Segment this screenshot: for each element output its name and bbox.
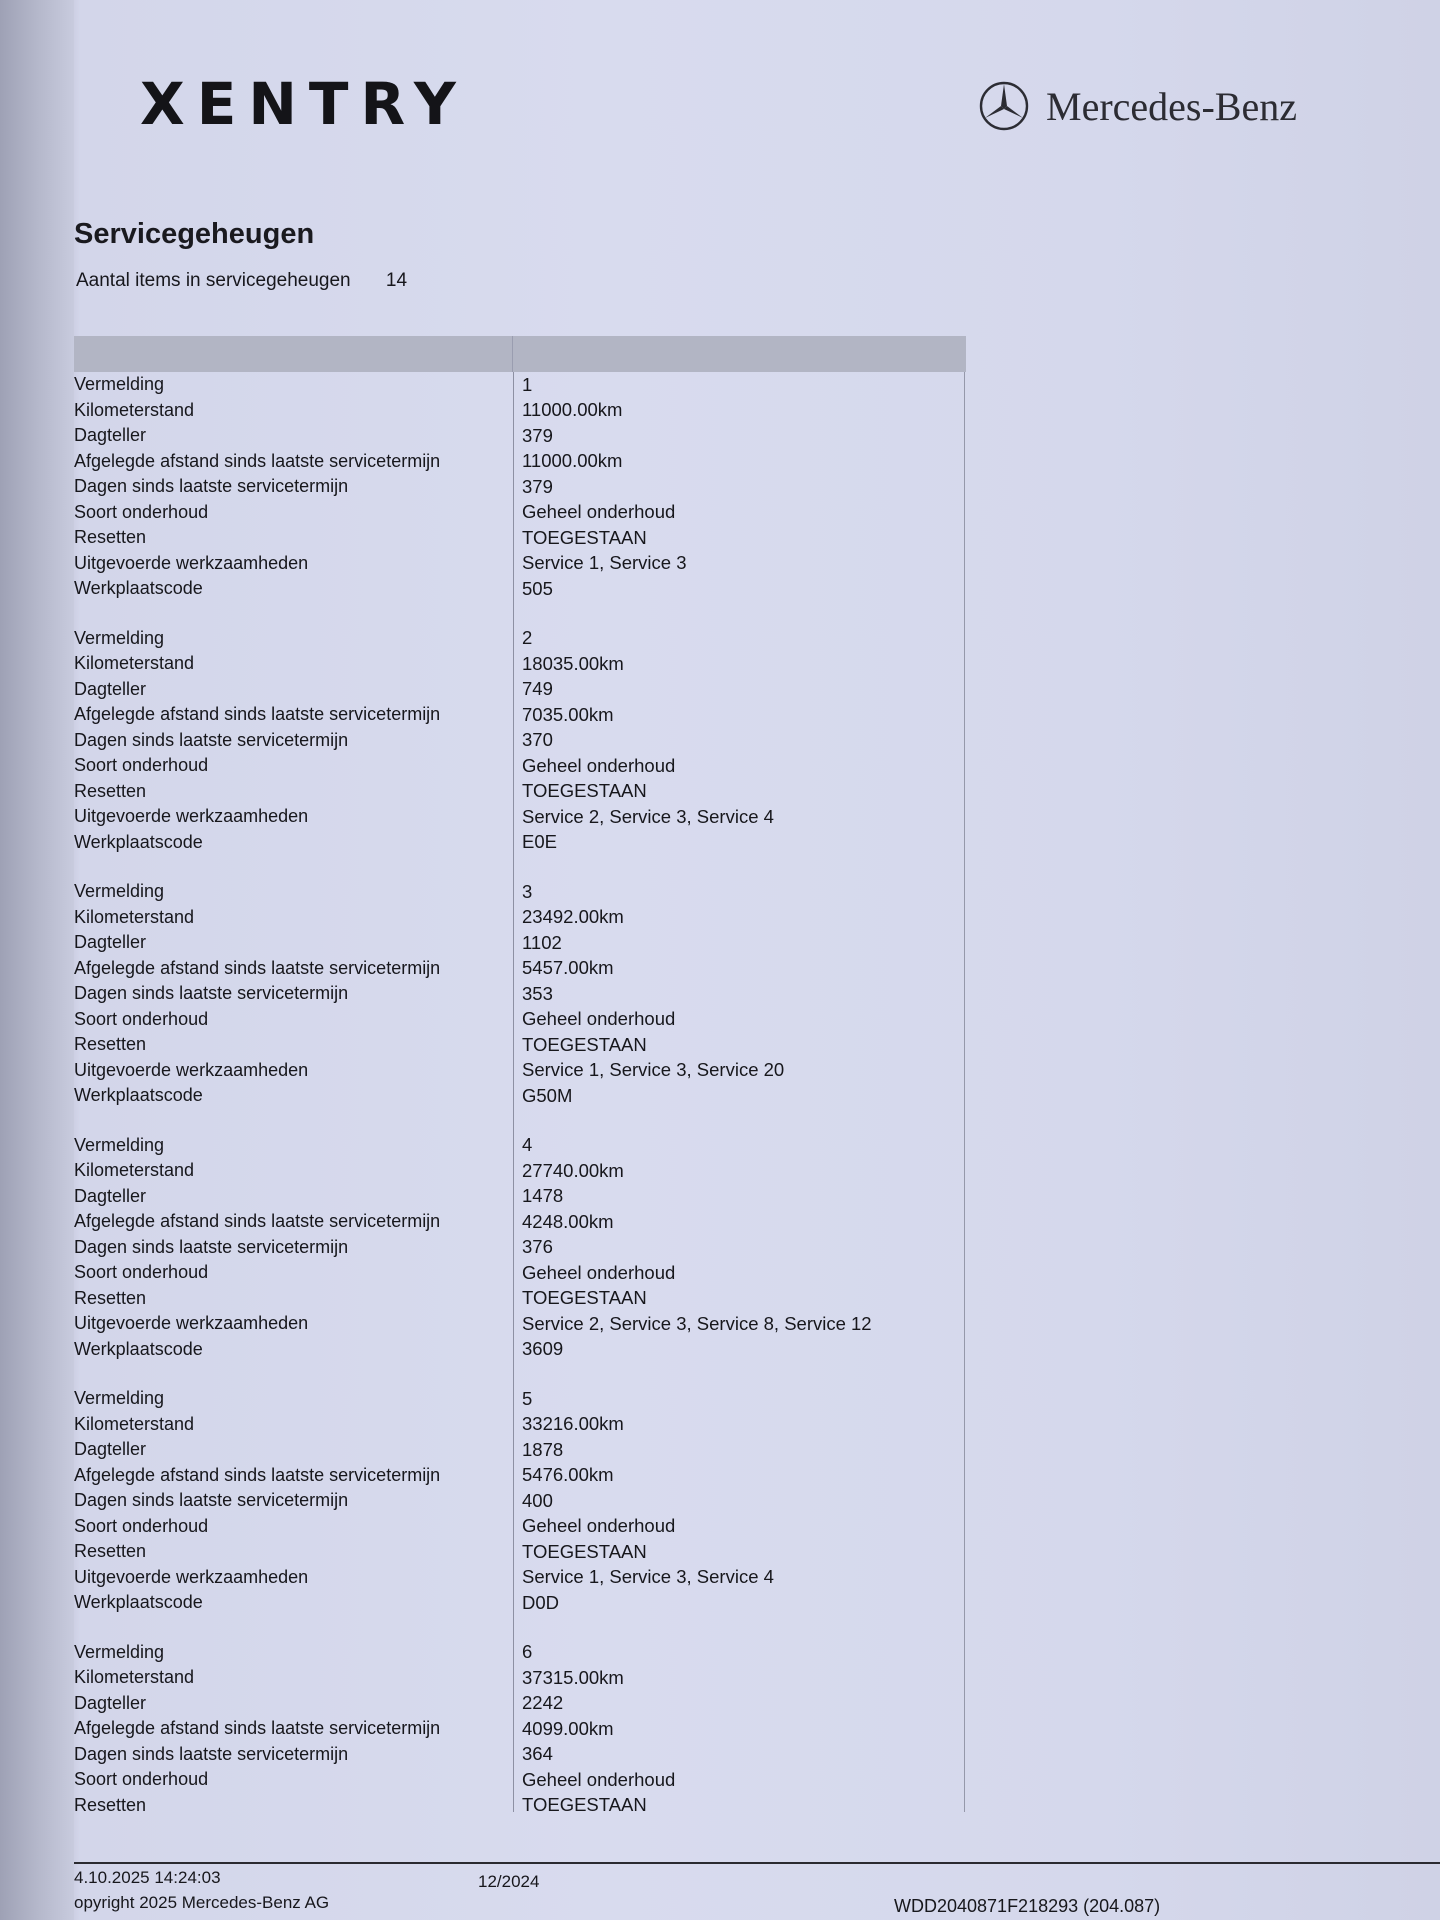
field-label: Uitgevoerde werkzaamheden <box>74 552 309 573</box>
table-row <box>74 879 964 905</box>
mercedes-benz-brand <box>978 80 1297 132</box>
field-label: Afgelegde afstand sinds laatste servicetermijn <box>74 1464 441 1485</box>
service-memory-table <box>74 372 964 1816</box>
field-value: Service 2, Service 3, Service 4 <box>522 805 774 827</box>
field-value: 2 <box>522 627 533 649</box>
table-row <box>74 551 964 577</box>
field-label: Afgelegde afstand sinds laatste servicetermijn <box>74 1718 441 1739</box>
field-value: 364 <box>522 1743 553 1765</box>
field-value: 5 <box>522 1387 533 1409</box>
footer-datetime: 4.10.2025 14:24:03 <box>74 1868 221 1887</box>
field-value: 5457.00km <box>522 957 614 979</box>
field-value: Geheel onderhoud <box>522 1768 676 1790</box>
field-label: Resetten <box>74 780 147 801</box>
field-value: 353 <box>522 982 553 1004</box>
field-value: 1102 <box>522 931 562 953</box>
page-left-shadow <box>0 0 74 1920</box>
service-entry <box>74 1640 964 1819</box>
field-label: Resetten <box>74 1541 147 1562</box>
field-value: E0E <box>522 831 557 853</box>
table-row <box>74 1691 964 1717</box>
table-row <box>74 372 964 398</box>
field-label: Dagteller <box>74 1439 147 1460</box>
field-label: Vermelding <box>74 1134 165 1155</box>
field-value: Geheel onderhoud <box>522 1515 676 1537</box>
field-label: Vermelding <box>74 374 165 395</box>
field-value: 1478 <box>522 1185 564 1207</box>
table-row <box>74 1184 964 1210</box>
table-row <box>74 1793 964 1819</box>
field-label: Dagen sinds laatste servicetermijn <box>74 983 349 1004</box>
field-value: Service 1, Service 3 <box>522 552 687 574</box>
field-label: Soort onderhoud <box>74 501 209 522</box>
field-label: Soort onderhoud <box>74 1008 209 1029</box>
footer-version: 12/2024 <box>478 1872 540 1891</box>
table-row <box>74 728 964 754</box>
table-row <box>74 1311 964 1337</box>
field-label: Dagteller <box>74 425 147 446</box>
table-row <box>74 1539 964 1565</box>
field-label: Werkplaatscode <box>74 1592 203 1613</box>
table-row <box>74 449 964 475</box>
item-count-line <box>76 270 407 292</box>
field-value: Geheel onderhoud <box>522 1261 676 1283</box>
table-header-divider <box>512 336 513 372</box>
field-label: Vermelding <box>74 1388 165 1409</box>
service-entry <box>74 1386 964 1616</box>
table-row <box>74 779 964 805</box>
field-label: Kilometerstand <box>74 653 195 674</box>
table-row <box>74 1286 964 1312</box>
table-row <box>74 1209 964 1235</box>
field-value: 27740.00km <box>522 1159 624 1181</box>
footer-copyright: opyright 2025 Mercedes-Benz AG <box>74 1893 330 1912</box>
table-row <box>74 1742 964 1768</box>
field-label: Resetten <box>74 1034 147 1055</box>
field-value: 4 <box>522 1134 533 1156</box>
field-value: TOEGESTAAN <box>522 1794 647 1816</box>
table-row <box>74 1158 964 1184</box>
table-row <box>74 753 964 779</box>
table-row <box>74 804 964 830</box>
field-value: 33216.00km <box>522 1413 624 1435</box>
field-label: Uitgevoerde werkzaamheden <box>74 1566 309 1587</box>
table-row <box>74 1565 964 1591</box>
field-label: Vermelding <box>74 881 165 902</box>
table-row <box>74 1463 964 1489</box>
field-value: 3 <box>522 880 533 902</box>
field-value: 1878 <box>522 1438 564 1460</box>
table-right-border <box>964 372 965 1812</box>
table-row <box>74 1437 964 1463</box>
table-row <box>74 1235 964 1261</box>
field-label: Uitgevoerde werkzaamheden <box>74 806 309 827</box>
field-label: Kilometerstand <box>74 1667 195 1688</box>
field-value: Geheel onderhoud <box>522 501 676 523</box>
field-label: Werkplaatscode <box>74 578 203 599</box>
service-entry <box>74 1133 964 1363</box>
table-row <box>74 956 964 982</box>
field-value: 7035.00km <box>522 703 614 725</box>
table-row <box>74 1488 964 1514</box>
field-label: Soort onderhoud <box>74 1515 209 1536</box>
footer-rule <box>74 1862 1440 1864</box>
table-row <box>74 930 964 956</box>
field-label: Kilometerstand <box>74 1160 195 1181</box>
field-label: Uitgevoerde werkzaamheden <box>74 1313 309 1334</box>
field-label: Soort onderhoud <box>74 755 209 776</box>
field-label: Dagteller <box>74 1185 147 1206</box>
table-row <box>74 677 964 703</box>
mercedes-star-icon <box>978 80 1030 132</box>
field-label: Dagteller <box>74 932 147 953</box>
field-value: 23492.00km <box>522 906 624 928</box>
field-label: Dagen sinds laatste servicetermijn <box>74 729 349 750</box>
field-value: TOEGESTAAN <box>522 780 647 802</box>
field-label: Kilometerstand <box>74 906 195 927</box>
field-value: Service 2, Service 3, Service 8, Service 12 <box>522 1312 872 1334</box>
field-value: TOEGESTAAN <box>522 1287 647 1309</box>
field-label: Afgelegde afstand sinds laatste servicetermijn <box>74 704 441 725</box>
field-value: 6 <box>522 1641 533 1663</box>
field-value: G50M <box>522 1084 573 1106</box>
table-row <box>74 651 964 677</box>
field-value: 37315.00km <box>522 1666 624 1688</box>
table-row <box>74 474 964 500</box>
field-label: Vermelding <box>74 627 165 648</box>
table-row <box>74 1007 964 1033</box>
field-label: Dagen sinds laatste servicetermijn <box>74 1236 349 1257</box>
table-row <box>74 1386 964 1412</box>
field-value: 400 <box>522 1489 553 1511</box>
field-label: Dagteller <box>74 1692 147 1713</box>
table-row <box>74 500 964 526</box>
table-row <box>74 1083 964 1109</box>
field-label: Werkplaatscode <box>74 831 203 852</box>
field-value: 379 <box>522 424 553 446</box>
field-label: Resetten <box>74 1287 147 1308</box>
field-value: 749 <box>522 678 553 700</box>
table-row <box>74 702 964 728</box>
table-row <box>74 1133 964 1159</box>
table-row <box>74 1514 964 1540</box>
field-label: Soort onderhoud <box>74 1769 209 1790</box>
mercedes-benz-wordmark: Mercedes-Benz <box>1046 83 1297 129</box>
table-row <box>74 905 964 931</box>
field-label: Uitgevoerde werkzaamheden <box>74 1059 309 1080</box>
field-value: 379 <box>522 475 553 497</box>
service-entry <box>74 372 964 602</box>
table-row <box>74 576 964 602</box>
field-value: 18035.00km <box>522 652 624 674</box>
field-value: 5476.00km <box>522 1464 614 1486</box>
field-value: 4099.00km <box>522 1717 614 1739</box>
field-value: 4248.00km <box>522 1210 614 1232</box>
field-label: Dagen sinds laatste servicetermijn <box>74 1743 349 1764</box>
field-value: Geheel onderhoud <box>522 1008 676 1030</box>
table-row <box>74 1640 964 1666</box>
field-label: Resetten <box>74 1794 147 1815</box>
field-label: Afgelegde afstand sinds laatste servicetermijn <box>74 957 441 978</box>
table-row <box>74 1412 964 1438</box>
item-count-label: Aantal items in servicegeheugen <box>76 270 351 291</box>
field-value: 1 <box>522 373 533 395</box>
field-value: TOEGESTAAN <box>522 1540 647 1562</box>
footer-vin: WDD2040871F218293 (204.087) <box>894 1896 1161 1916</box>
field-value: 11000.00km <box>522 450 623 472</box>
table-row <box>74 1716 964 1742</box>
field-value: TOEGESTAAN <box>522 526 647 548</box>
field-label: Werkplaatscode <box>74 1085 203 1106</box>
table-row <box>74 398 964 424</box>
table-row <box>74 981 964 1007</box>
field-label: Kilometerstand <box>74 1413 195 1434</box>
table-row <box>74 1767 964 1793</box>
table-row <box>74 1665 964 1691</box>
table-row <box>74 1590 964 1616</box>
field-value: 370 <box>522 729 553 751</box>
field-label: Resetten <box>74 527 147 548</box>
item-count-value: 14 <box>385 270 408 291</box>
table-row <box>74 525 964 551</box>
field-value: Service 1, Service 3, Service 4 <box>522 1566 774 1588</box>
field-value: 505 <box>522 577 553 599</box>
field-label: Afgelegde afstand sinds laatste servicetermijn <box>74 450 441 471</box>
field-label: Kilometerstand <box>74 399 195 420</box>
field-label: Afgelegde afstand sinds laatste servicetermijn <box>74 1211 441 1232</box>
table-row <box>74 1058 964 1084</box>
field-label: Soort onderhoud <box>74 1262 209 1283</box>
field-label: Dagen sinds laatste servicetermijn <box>74 476 349 497</box>
field-label: Dagen sinds laatste servicetermijn <box>74 1490 349 1511</box>
document-title: Servicegeheugen <box>74 218 315 250</box>
field-value: TOEGESTAAN <box>522 1033 647 1055</box>
field-value: Service 1, Service 3, Service 20 <box>522 1059 785 1081</box>
field-value: 11000.00km <box>522 399 623 421</box>
field-label: Dagteller <box>74 678 147 699</box>
table-row <box>74 1337 964 1363</box>
field-value: 2242 <box>522 1692 564 1714</box>
field-label: Vermelding <box>74 1641 165 1662</box>
table-row <box>74 423 964 449</box>
field-value: Geheel onderhoud <box>522 754 676 776</box>
table-header-bar <box>74 336 966 372</box>
field-label: Werkplaatscode <box>74 1338 203 1359</box>
field-value: 3609 <box>522 1338 564 1360</box>
table-row <box>74 1260 964 1286</box>
field-value: 376 <box>522 1236 553 1258</box>
table-row <box>74 626 964 652</box>
xentry-logo: XENTRY <box>140 70 468 138</box>
table-row <box>74 830 964 856</box>
service-entry <box>74 879 964 1109</box>
field-value: D0D <box>522 1591 560 1613</box>
table-row <box>74 1032 964 1058</box>
service-entry <box>74 626 964 856</box>
